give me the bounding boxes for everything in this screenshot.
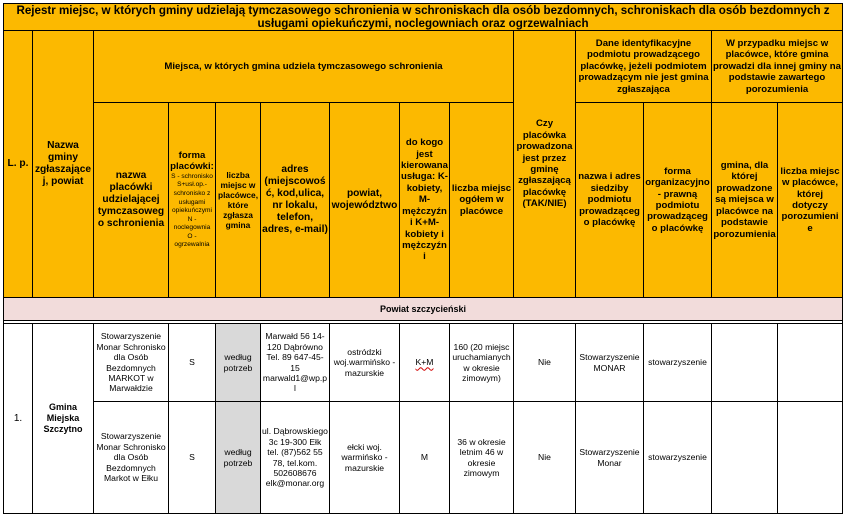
header-powiat-woj: powiat, województwo bbox=[330, 103, 400, 298]
header-do-kogo: do kogo jest kierowana usługa: K- kobiety, M- mężczyźni K+M- kobiety i mężczyźni bbox=[400, 103, 450, 298]
header-forma-s: S - schronisko bbox=[171, 172, 213, 180]
header-adres: adres (miejscowość, kod,ulica, nr lokalu, telefon, adres, e-mail) bbox=[261, 103, 330, 298]
cell-adres: Marwałd 56 14-120 Dąbrówno Tel. 89 647-45-15 marwald1@wp.pl bbox=[261, 324, 330, 402]
header-miejsca-group: Miejsca, w których gmina udziela tymczasowego schronienia bbox=[94, 31, 514, 103]
cell-nazwa: Stowarzyszenie Monar Schronisko dla Osób Bezdomnych MARKOT w Marwałdzie bbox=[94, 324, 169, 402]
header-liczba-ogolem: liczba miejsc ogółem w placówce bbox=[450, 103, 514, 298]
register-table bbox=[3, 3, 843, 514]
cell-forma: S bbox=[169, 402, 216, 514]
cell-do-kogo: M bbox=[400, 402, 450, 514]
header-przypadek-group: W przypadku miejsc w placówce, które gmina prowadzi dla innej gminy na podstawie zawartego porozumienia bbox=[712, 31, 843, 103]
cell-liczba-gmina: według potrzeb bbox=[216, 402, 261, 514]
title-row bbox=[4, 4, 843, 31]
header-forma-suo: S+usł.op.- schronisko z usługami opiekuńczymi bbox=[172, 181, 212, 215]
cell-liczba-ogolem: 36 w okresie letnim 46 w okresie zimowym bbox=[450, 402, 514, 514]
header-forma-n: N - noclegownia bbox=[173, 215, 211, 232]
cell-powiat: ostródzki woj.warmińsko - mazurskie bbox=[330, 324, 400, 402]
header-dane-group: Dane identyfikacyjne podmiotu prowadzącego placówkę, jeżeli podmiotem prowadzącym nie jest gmina zgłaszająca bbox=[576, 31, 712, 103]
cell-nazwa: Stowarzyszenie Monar Schronisko dla Osób Bezdomnych Markot w Ełku bbox=[94, 402, 169, 514]
header-row-1 bbox=[4, 31, 843, 103]
header-forma-org: forma organizacyjno - prawną podmiotu prowadzącego placówkę bbox=[644, 103, 712, 298]
register-title: Rejestr miejsc, w których gminy udzielają tymczasowego schronienia w schroniskach dla osób bezdomnych, schroniskach dla osób bezdomnych z usługami opiekuńczymi, noclegowniach oraz ogrzewalniach bbox=[4, 4, 843, 31]
cell-liczba-ogolem: 160 (20 miejsc uruchamianych w okresie zimowym) bbox=[450, 324, 514, 402]
cell-liczba-poroz bbox=[778, 324, 843, 402]
cell-forma-org: stowarzyszenie bbox=[644, 402, 712, 514]
cell-powiat: ełcki woj. warmińsko - mazurskie bbox=[330, 402, 400, 514]
cell-czy-gmina: Nie bbox=[514, 402, 576, 514]
cell-podmiot: Stowarzyszenie Monar bbox=[576, 402, 644, 514]
cell-liczba-poroz bbox=[778, 402, 843, 514]
header-forma-o: O - ogrzewalnia bbox=[174, 232, 210, 249]
cell-liczba-gmina: według potrzeb bbox=[216, 324, 261, 402]
header-row-2 bbox=[4, 103, 843, 298]
cell-czy-gmina: Nie bbox=[514, 324, 576, 402]
cell-gmina-dla bbox=[712, 324, 778, 402]
header-forma-placowki bbox=[169, 103, 216, 298]
cell-forma-org: stowarzyszenie bbox=[644, 324, 712, 402]
cell-gmina: Gmina Miejska Szczytno bbox=[33, 324, 94, 514]
cell-podmiot: Stowarzyszenie MONAR bbox=[576, 324, 644, 402]
header-forma-title: forma placówki: bbox=[170, 149, 214, 173]
header-gmina: Nazwa gminy zgłaszającej, powiat bbox=[33, 31, 94, 298]
section-row bbox=[4, 298, 843, 321]
header-czy-prowadzona: Czy placówka prowadzona jest przez gminę zgłaszającą placówkę (TAK/NIE) bbox=[514, 31, 576, 298]
cell-do-kogo bbox=[400, 324, 450, 402]
cell-adres: ul. Dąbrowskiego 3c 19-300 Ełk tel. (87)562 55 78, tel.kom. 502608676 elk@monar.org bbox=[261, 402, 330, 514]
section-powiat: Powiat szczycieński bbox=[4, 298, 843, 321]
table-row bbox=[4, 324, 843, 402]
table-row bbox=[4, 402, 843, 514]
do-kogo-value: K+M bbox=[415, 357, 434, 368]
cell-forma: S bbox=[169, 324, 216, 402]
header-liczba-porozumienie: liczba miejsc w placówce, której dotyczy porozumienie bbox=[778, 103, 843, 298]
header-nazwa-podmiotu: nazwa i adres siedziby podmiotu prowadzącego placówkę bbox=[576, 103, 644, 298]
header-liczba-miejsc-gmina: liczba miejsc w placówce, które zgłasza gmina bbox=[216, 103, 261, 298]
cell-lp: 1. bbox=[4, 324, 33, 514]
header-gmina-dla: gmina, dla której prowadzone są miejsca w placówce na podstawie porozumienia bbox=[712, 103, 778, 298]
header-lp: L. p. bbox=[4, 31, 33, 298]
cell-gmina-dla bbox=[712, 402, 778, 514]
header-nazwa-placowki: nazwa placówki udzielającej tymczasowego schronienia bbox=[94, 103, 169, 298]
